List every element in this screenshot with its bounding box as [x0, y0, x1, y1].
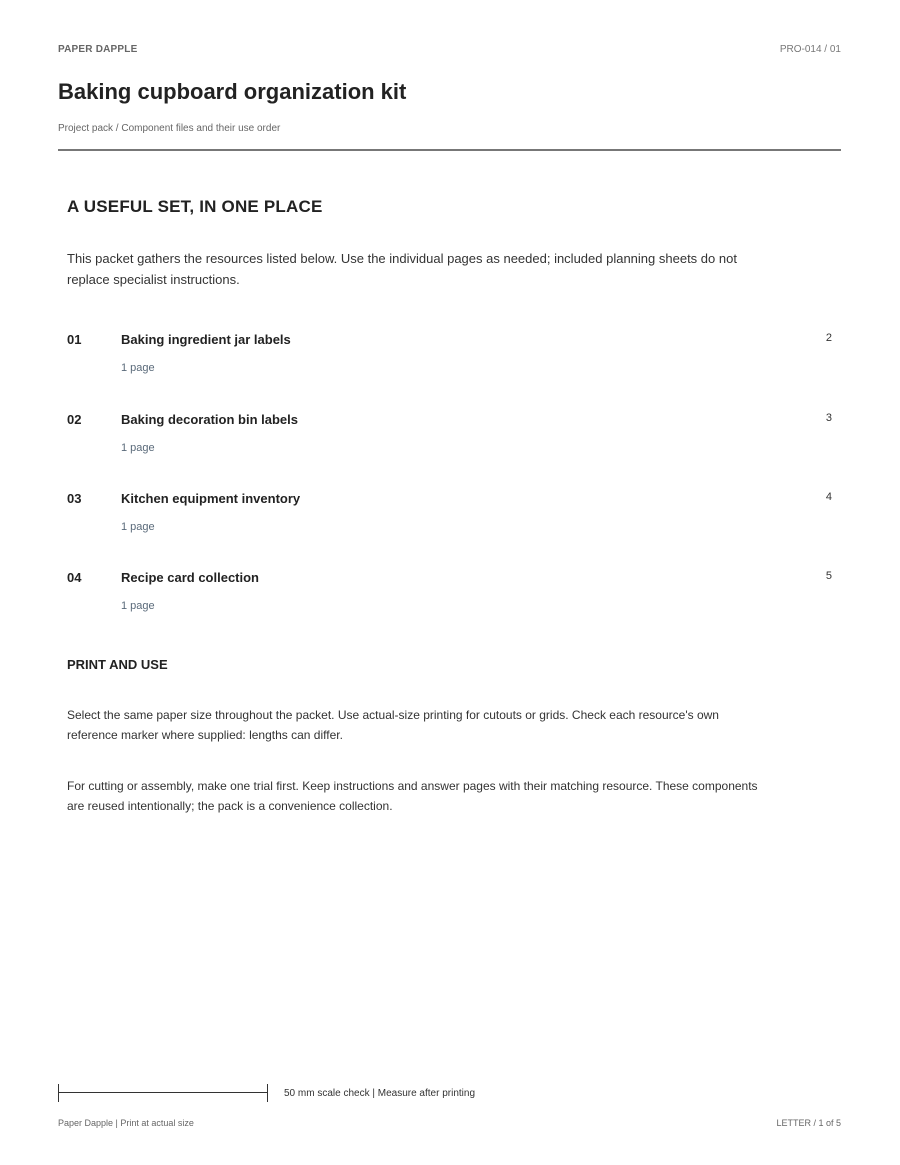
page-subtitle: Project pack / Component files and their use order — [58, 123, 281, 134]
brand-name: PAPER DAPPLE — [58, 44, 138, 55]
scale-check-label: 50 mm scale check | Measure after printing — [284, 1088, 476, 1099]
item-title: Baking ingredient jar labels — [121, 332, 291, 347]
header-divider — [58, 149, 841, 151]
footer-left-text: Paper Dapple | Print at actual size — [58, 1118, 194, 1128]
assembly-instructions-paragraph: For cutting or assembly, make one trial first. Keep instructions and answer pages with their matching resource. These components are reused intentionally; the pack is a convenience collection. — [67, 779, 758, 813]
item-page-count: 1 page — [121, 600, 155, 612]
scale-tick-right — [267, 1084, 268, 1102]
item-page-count: 1 page — [121, 362, 155, 374]
list-item — [67, 332, 841, 392]
item-page-count: 1 page — [121, 442, 155, 454]
item-number: 01 — [67, 332, 82, 347]
item-number: 04 — [67, 570, 82, 585]
item-title: Baking decoration bin labels — [121, 412, 298, 427]
list-item — [67, 570, 841, 630]
intro-paragraph: This packet gathers the resources listed below. Use the individual pages as needed; included planning sheets do not replace specialist instructions. — [67, 251, 737, 287]
item-page-number: 4 — [825, 491, 832, 503]
item-title: Kitchen equipment inventory — [121, 491, 301, 506]
document-code: PRO-014 / 01 — [779, 44, 841, 55]
scale-tick-left — [58, 1084, 59, 1102]
print-and-use-heading: PRINT AND USE — [67, 657, 168, 672]
item-page-number: 3 — [825, 412, 832, 424]
print-instructions-paragraph: Select the same paper size throughout the packet. Use actual-size printing for cutouts or grids. Check each resource's own reference marker where supplied: lengths can differ. — [67, 708, 719, 742]
item-number: 03 — [67, 491, 82, 506]
page-title: Baking cupboard organization kit — [58, 79, 407, 104]
item-page-number: 5 — [825, 570, 832, 582]
item-page-count: 1 page — [121, 521, 155, 533]
item-title: Recipe card collection — [121, 570, 259, 585]
list-item — [67, 412, 841, 472]
item-page-number: 2 — [825, 332, 832, 344]
scale-line — [58, 1092, 268, 1093]
scale-check-bar — [58, 1084, 268, 1102]
item-number: 02 — [67, 412, 82, 427]
list-item — [67, 491, 841, 551]
footer-page-indicator: LETTER / 1 of 5 — [776, 1118, 841, 1128]
intro-heading: A USEFUL SET, IN ONE PLACE — [67, 197, 323, 216]
